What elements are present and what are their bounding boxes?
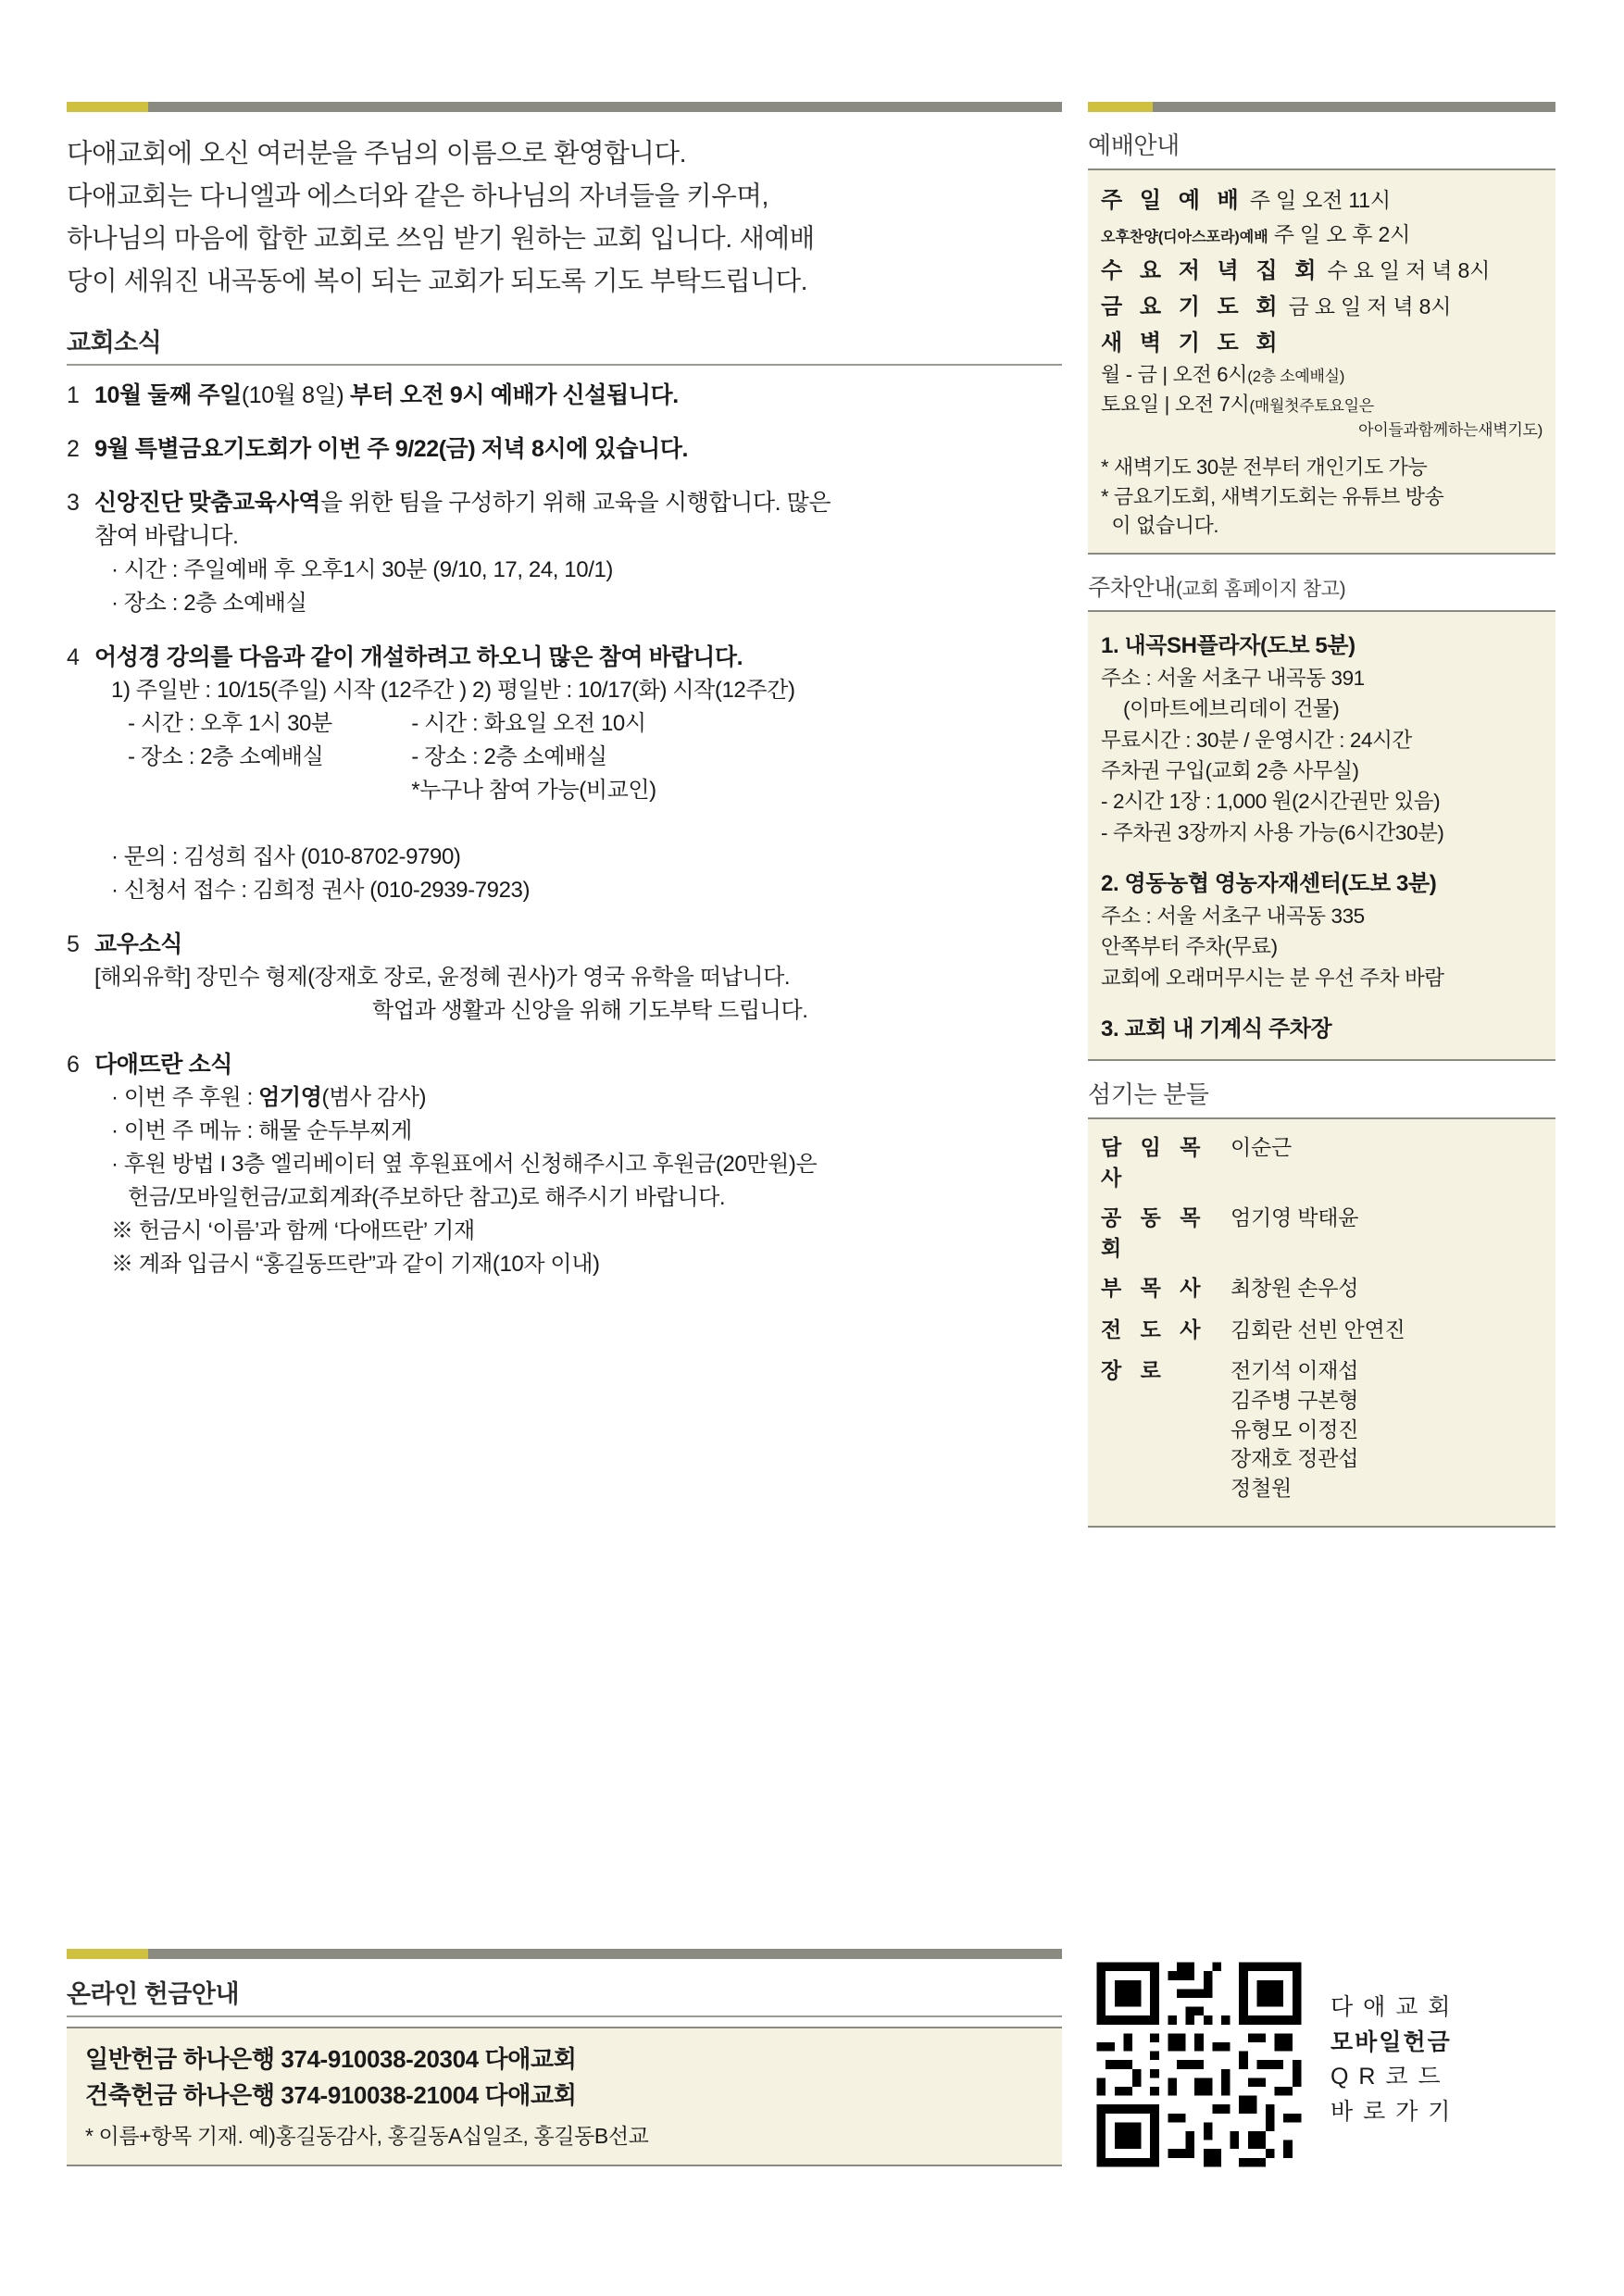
news-number: 1 <box>67 381 80 408</box>
worship-note: * 금요기도회, 새벽기도회는 유튜브 방송 <box>1101 484 1444 508</box>
news-line: 1) 주일반 : 10/15(주일) 시작 (12주간 ) 2) 평일반 : 10/17(화) 시작(12주간) <box>111 677 795 703</box>
staff-title: 섬기는 분들 <box>1088 1079 1209 1108</box>
news-item <box>67 432 1062 466</box>
staff-names <box>1230 1133 1292 1163</box>
news-line <box>94 807 1062 841</box>
news-line: · 문의 : 김성희 집사 (010-8702-9790) <box>111 843 461 869</box>
staff-name-line: 김주병 구본형 <box>1230 1388 1359 1412</box>
welcome-line: 당이 세워진 내곡동에 복이 되는 교회가 되도록 기도 부탁드립니다. <box>67 267 808 297</box>
news-body <box>94 432 1062 466</box>
parking-info-box <box>1088 610 1555 1061</box>
news-item <box>67 928 1062 1028</box>
church-news-list <box>67 379 1062 1282</box>
welcome-line: 다애교회는 다니엘과 에스더와 같은 하나님의 자녀들을 키우며, <box>67 181 769 212</box>
news-line: [해외유학] 장민수 형제(장재호 장로, 윤정혜 권사)가 영국 유학을 떠납니다. <box>94 965 791 991</box>
worship-label: 오후찬양(디아스포라)예배 <box>1101 230 1268 245</box>
offering-title: 온라인 헌금안내 <box>67 1980 240 2008</box>
dawn-line: 토요일 | 오전 7시(매월첫주토요일은 <box>1101 392 1374 416</box>
worship-note: * 새벽기도 30분 전부터 개인기도 가능 <box>1101 455 1428 480</box>
offering-account-line: 일반헌금 하나은행 374-910038-20304 다애교회 <box>85 2045 577 2073</box>
staff-row <box>1101 1313 1543 1345</box>
news-line: 교우소식 <box>94 930 183 957</box>
worship-row <box>1101 288 1543 320</box>
dawn-prayer-times <box>1101 360 1543 442</box>
staff-row <box>1101 1201 1543 1262</box>
staff-name-line: 엄기영 박태윤 <box>1230 1204 1359 1229</box>
worship-label: 수 요 저 녁 집 회 <box>1101 258 1322 283</box>
worship-row <box>1101 218 1543 248</box>
qr-code-image <box>1088 1953 1310 2176</box>
qr-caption-line: 바 로 가 기 <box>1330 2098 1453 2125</box>
offering-box <box>67 2027 1062 2166</box>
staff-role: 장 로 <box>1101 1358 1168 1383</box>
parking-detail: - 주차권 3장까지 사용 가능(6시간30분) <box>1101 820 1444 844</box>
qr-caption <box>1330 1953 1452 2129</box>
church-news-title: 교회소식 <box>67 328 162 356</box>
news-line: 헌금/모바일헌금/교회계좌(주보하단 참고)로 해주시기 바랍니다. <box>128 1185 726 1211</box>
parking-detail: 주차권 구입(교회 2층 사무실) <box>1101 759 1359 783</box>
left-top-rule <box>67 102 1062 112</box>
parking-detail: 무료시간 : 30분 / 운영시간 : 24시간 <box>1101 728 1412 752</box>
worship-row <box>1101 181 1543 214</box>
news-body <box>94 641 1062 907</box>
staff-row <box>1101 1354 1543 1504</box>
news-item <box>67 1048 1062 1281</box>
worship-row <box>1101 252 1543 284</box>
qr-caption-line: 모바일헌금 <box>1330 2028 1452 2055</box>
worship-label: 금 요 기 도 회 <box>1101 294 1283 319</box>
divider <box>67 2015 1062 2017</box>
worship-schedule-list <box>1101 181 1543 356</box>
welcome-line: 다애교회에 오신 여러분을 주님의 이름으로 환영합니다. <box>67 139 687 168</box>
worship-time: 금 요 일 저 녁 8시 <box>1288 294 1452 318</box>
parking-lot-name: 1. 내곡SH플라자(도보 5분) <box>1101 633 1355 659</box>
parking-detail: 주소 : 서울 서초구 내곡동 335 <box>1101 904 1365 928</box>
news-number: 4 <box>67 643 80 670</box>
staff-name-line: 유형모 이정진 <box>1230 1416 1359 1441</box>
right-column <box>1088 102 1555 1528</box>
news-item <box>67 641 1062 907</box>
news-line: 학업과 생활과 신앙을 위해 기도부탁 드립니다. <box>372 998 808 1024</box>
parking-detail: 안쪽부터 주차(무료) <box>1101 935 1278 959</box>
staff-role: 부 목 사 <box>1101 1275 1207 1300</box>
worship-note: 이 없습니다. <box>1101 513 1219 537</box>
news-number: 6 <box>67 1052 80 1079</box>
rule-gray <box>148 102 1062 112</box>
news-body <box>94 1048 1062 1281</box>
worship-info-box <box>1088 168 1555 555</box>
staff-names <box>1230 1204 1358 1233</box>
staff-name-line: 김회란 선빈 안연진 <box>1230 1316 1405 1341</box>
worship-notes <box>1101 453 1543 540</box>
news-body <box>94 486 1062 620</box>
parking-lot-name: 2. 영동농협 영농자재센터(도보 3분) <box>1101 870 1437 896</box>
staff-box <box>1088 1117 1555 1528</box>
news-line: 10월 둘째 주일(10월 8일) 부터 오전 9시 예배가 신설됩니다. <box>94 381 679 408</box>
worship-time: 주 일 오 후 2시 <box>1273 222 1411 246</box>
qr-section <box>1088 1953 1555 2176</box>
news-body <box>94 928 1062 1028</box>
staff-list <box>1101 1130 1543 1504</box>
dawn-line: 월 - 금 | 오전 6시(2층 소예배실) <box>1101 363 1345 386</box>
news-line: 참여 바랍니다. <box>94 523 239 550</box>
worship-row <box>1101 324 1543 356</box>
parking-detail: 주소 : 서울 서초구 내곡동 391 <box>1101 667 1365 691</box>
qr-caption-line: Q R 코 드 <box>1330 2064 1443 2090</box>
news-item <box>67 379 1062 412</box>
staff-row <box>1101 1271 1543 1304</box>
news-line: 9월 특별금요기도회가 이번 주 9/22(금) 저녁 8시에 있습니다. <box>94 435 689 462</box>
staff-role: 전 도 사 <box>1101 1316 1207 1341</box>
offering-account-line: 건축헌금 하나은행 374-910038-21004 다애교회 <box>85 2081 577 2109</box>
spacer <box>1101 848 1543 861</box>
rule-accent <box>67 102 148 112</box>
worship-label: 주 일 예 배 <box>1101 188 1244 213</box>
staff-names <box>1230 1316 1405 1345</box>
qr-caption-line: 다 애 교 회 <box>1330 1994 1453 2020</box>
news-number: 3 <box>67 490 80 517</box>
staff-row <box>1101 1130 1543 1192</box>
news-line: 어성경 강의를 다음과 같이 개설하려고 하오니 많은 참여 바랍니다. <box>94 643 743 670</box>
left-column <box>67 102 1062 1302</box>
staff-role: 담 임 목 사 <box>1101 1134 1207 1190</box>
news-line: · 신청서 접수 : 김희정 권사 (010-2939-7923) <box>111 877 531 903</box>
parking-info-title: 주차안내(교회 홈페이지 참고) <box>1088 575 1346 602</box>
staff-names <box>1230 1356 1358 1504</box>
offering-note: * 이름+항목 기재. 예)홍길동감사, 홍길동A십일조, 홍길동B선교 <box>85 2124 649 2148</box>
staff-name-line: 장재호 정관섭 <box>1230 1446 1359 1471</box>
news-line: ※ 계좌 입금시 “홍길동뜨란”과 같이 기재(10자 이내) <box>111 1252 600 1278</box>
spacer <box>1101 993 1543 1006</box>
news-number: 5 <box>67 930 80 957</box>
news-body <box>94 379 1062 412</box>
rule-accent <box>67 1949 148 1959</box>
qr-code[interactable] <box>1088 1953 1310 2176</box>
worship-time: 주 일 오전 11시 <box>1249 188 1391 212</box>
news-number: 2 <box>67 435 80 462</box>
staff-name-line: 최창원 손우성 <box>1230 1275 1359 1300</box>
news-line: · 시간 : 주일예배 후 오후1시 30분 (9/10, 17, 24, 10/1) <box>111 556 614 582</box>
news-line: · 이번 주 메뉴 : 해물 순두부찌게 <box>111 1118 412 1144</box>
staff-name-line: 이순근 <box>1230 1134 1293 1159</box>
staff-name-line: 전기석 이재섭 <box>1230 1358 1359 1383</box>
news-line: *누구나 참여 가능(비교인) <box>406 777 656 803</box>
parking-detail: (이마트에브리데이 건물) <box>1123 697 1340 721</box>
welcome-paragraph <box>67 132 1062 304</box>
news-line: - 장소 : 2층 소예배실 - 장소 : 2층 소예배실 <box>128 743 607 769</box>
parking-list <box>1101 627 1543 1042</box>
parking-detail: 교회에 오래머무시는 분 우선 주차 바람 <box>1101 966 1444 990</box>
parking-lot-name: 3. 교회 내 기계식 주차장 <box>1101 1016 1332 1042</box>
staff-name-line: 정철원 <box>1230 1476 1293 1501</box>
news-line: ※ 헌금시 ‘이름’과 함께 ‘다애뜨란’ 기재 <box>111 1218 475 1244</box>
news-line: 다애뜨란 소식 <box>94 1052 233 1079</box>
online-offering-section <box>67 1949 1062 2166</box>
news-line: · 후원 방법 I 3층 엘리베이터 옆 후원표에서 신청해주시고 후원금(20만원)은 <box>111 1152 818 1178</box>
divider <box>67 364 1062 366</box>
news-item <box>67 486 1062 620</box>
right-top-rule <box>1088 102 1555 112</box>
staff-names <box>1230 1274 1358 1304</box>
rule-accent <box>1088 102 1153 112</box>
rule-gray <box>1153 102 1555 112</box>
rule-gray <box>148 1949 1062 1959</box>
news-line: - 시간 : 오후 1시 30분 - 시간 : 화요일 오전 10시 <box>128 710 646 736</box>
news-line: · 이번 주 후원 : 엄기영(범사 감사) <box>111 1085 427 1111</box>
welcome-line: 하나님의 마음에 합한 교회로 쓰임 받기 원하는 교회 입니다. 새예배 <box>67 224 815 255</box>
worship-info-title: 예배안내 <box>1088 131 1180 159</box>
news-line: 신앙진단 맞춤교육사역을 위한 팀을 구성하기 위해 교육을 시행합니다. 많은 <box>94 490 831 517</box>
offering-top-rule <box>67 1949 1062 1959</box>
dawn-note: 아이들과함께하는새벽기도) <box>1358 420 1543 439</box>
worship-label: 새 벽 기 도 회 <box>1101 331 1283 356</box>
parking-detail: - 2시간 1장 : 1,000 원(2시간권만 있음) <box>1101 790 1441 814</box>
worship-time: 수 요 일 저 녁 8시 <box>1327 258 1491 282</box>
staff-role: 공 동 목 회 <box>1101 1204 1207 1260</box>
news-line: · 장소 : 2층 소예배실 <box>111 590 307 616</box>
